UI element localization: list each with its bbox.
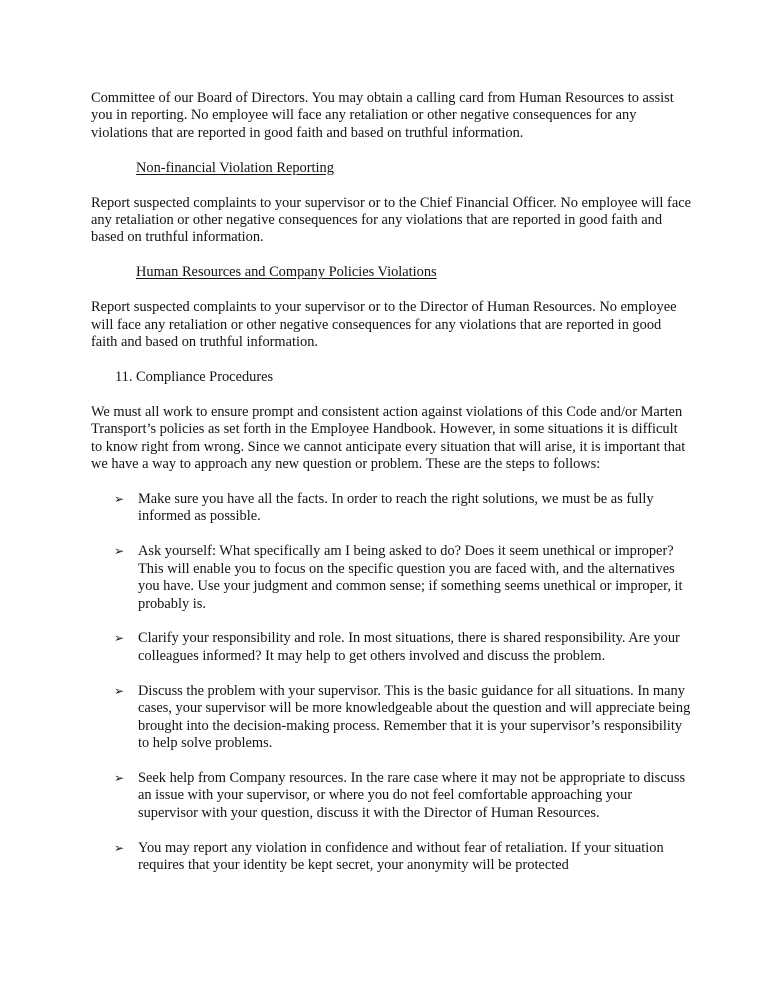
document-page [91, 90, 691, 892]
arrow-bullet-icon: ➢ [114, 544, 125, 559]
section-body-hr-policies: Report suspected complaints to your supervisor or to the Director of Human Resources. No employee will face any retaliation or other negative consequences for any violations that are reported in good faith and based on truthful information. [91, 299, 677, 351]
intro-paragraph: Committee of our Board of Directors. You may obtain a calling card from Human Resources to assist you in reporting. No employee will face any retaliation or other negative consequences for any violations that are reported in good faith and based on truthful information. [91, 90, 674, 141]
list-item [91, 491, 691, 526]
list-item-text: Ask yourself: What specifically am I being asked to do? Does it seem unethical or improper? This will enable you to focus on the specific question you are faced with, and the alternatives you have. Use your judgment and common sense; if something seems unethical or improper, it probably is. [138, 543, 683, 612]
list-item [91, 543, 691, 613]
compliance-procedures-heading: 11. Compliance Procedures [115, 368, 274, 385]
list-item [91, 770, 691, 822]
list-item-text: Discuss the problem with your supervisor. This is the basic guidance for all situations. In many cases, your supervisor will be more knowledgeable about the question and will appreciate being brought into the decision-making process. Remember that it is your supervisor’s responsibility to help solve problems. [138, 682, 691, 751]
list-item [91, 630, 691, 665]
list-item-text: You may report any violation in confidence and without fear of retaliation. If your situation requires that your identity be kept secret, your anonymity will be protected [138, 839, 664, 873]
list-item-text: Seek help from Company resources. In the rare case where it may not be appropriate to discuss an issue with your supervisor, or where you do not feel comfortable approaching your supervisor with your question, discuss it with the Director of Human Resources. [138, 769, 686, 821]
compliance-intro-paragraph: We must all work to ensure prompt and consistent action against violations of this Code and/or Marten Transport’s policies as set forth in the Employee Handbook. However, in some situations it is difficult to know right from wrong. Since we cannot anticipate every situation that will arise, it is important that we have a way to approach any new question or problem. These are the steps to follows: [91, 403, 686, 473]
compliance-steps-list [91, 491, 691, 874]
section-heading-hr-policies: Human Resources and Company Policies Violations [136, 264, 437, 281]
arrow-bullet-icon: ➢ [114, 492, 125, 506]
list-item [91, 840, 691, 875]
list-item [91, 683, 691, 753]
arrow-bullet-icon: ➢ [114, 683, 125, 698]
arrow-bullet-icon: ➢ [114, 840, 125, 855]
arrow-bullet-icon: ➢ [114, 631, 125, 646]
arrow-bullet-icon: ➢ [114, 770, 125, 785]
section-heading-non-financial: Non-financial Violation Reporting [136, 159, 334, 176]
list-item-text: Clarify your responsibility and role. In most situations, there is shared responsibility. Are your colleagues informed? It may help to get others involved and discuss the problem. [138, 630, 680, 664]
list-item-text: Make sure you have all the facts. In order to reach the right solutions, we must be as fully informed as possible. [138, 491, 654, 525]
section-body-non-financial: Report suspected complaints to your supervisor or to the Chief Financial Officer. No employee will face any retaliation or other negative consequences for any violations that are reported in good faith and based on truthful information. [91, 194, 691, 246]
